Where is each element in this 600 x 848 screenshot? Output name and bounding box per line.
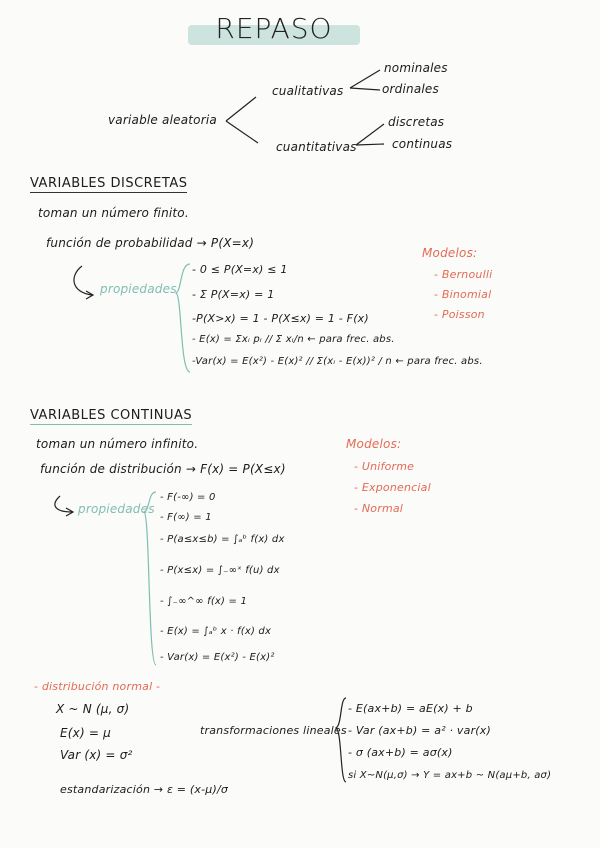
- discretas-prop-4: - E(x) = Σxᵢ pᵢ // Σ xᵢ/n ← para frec. abs.: [192, 334, 395, 345]
- tree-nominales: nominales: [384, 61, 448, 75]
- transform-label: transformaciones lineales: [200, 724, 347, 737]
- discretas-prop-1: - 0 ≤ P(X=x) ≤ 1: [192, 263, 288, 276]
- tree-root: variable aleatoria: [108, 113, 217, 127]
- discretas-prop-5: -Var(x) = E(x²) - E(x)² // Σ(xᵢ - E(x))² / n ← para frec. abs.: [192, 356, 483, 367]
- continuas-prop-2: - F(∞) = 1: [160, 512, 212, 523]
- normal-line-3: Var (x) = σ²: [60, 748, 133, 762]
- discretas-prop-2: - Σ P(X=x) = 1: [192, 288, 275, 301]
- tree-ordinales: ordinales: [382, 82, 439, 96]
- page-title: REPASO: [215, 12, 333, 45]
- discretas-model-3: - Poisson: [434, 308, 485, 321]
- continuas-prop-label: propiedades: [78, 502, 155, 516]
- discretas-model-2: - Binomial: [434, 288, 492, 301]
- continuas-prop-5: - ∫₋∞^∞ f(x) = 1: [160, 596, 248, 607]
- discretas-prop-3: -P(X>x) = 1 - P(X≤x) = 1 - F(x): [192, 312, 369, 325]
- continuas-prop-6: - E(x) = ∫ₐᵇ x · f(x) dx: [160, 626, 272, 637]
- continuas-line2: función de distribución → F(x) = P(X≤x): [40, 462, 286, 476]
- continuas-prop-3: - P(a≤x≤b) = ∫ₐᵇ f(x) dx: [160, 534, 285, 545]
- continuas-prop-7: - Var(x) = E(x²) - E(x)²: [160, 652, 275, 663]
- discretas-line1: toman un número finito.: [38, 206, 189, 220]
- normal-line-2: E(x) = μ: [60, 726, 111, 740]
- transform-4: si X~N(μ,σ) → Y = ax+b ~ N(aμ+b, aσ): [348, 770, 552, 781]
- discretas-prop-label: propiedades: [100, 282, 177, 296]
- continuas-model-3: - Normal: [354, 502, 404, 515]
- tree-continuas: continuas: [392, 137, 453, 151]
- continuas-line1: toman un número infinito.: [36, 437, 199, 451]
- continuas-model-2: - Exponencial: [354, 481, 431, 494]
- section-heading-discretas: VARIABLES DISCRETAS: [30, 176, 188, 191]
- normal-heading: - distribución normal -: [34, 680, 161, 693]
- transform-3: - σ (ax+b) = aσ(x): [348, 746, 453, 759]
- tree-cuantitativas: cuantitativas: [276, 140, 357, 154]
- transform-2: - Var (ax+b) = a² · var(x): [348, 724, 491, 737]
- normal-line-1: X ~ N (μ, σ): [56, 702, 130, 716]
- transform-1: - E(ax+b) = aE(x) + b: [348, 702, 473, 715]
- continuas-model-1: - Uniforme: [354, 460, 415, 473]
- section-heading-continuas: VARIABLES CONTINUAS: [30, 408, 193, 423]
- tree-discretas: discretas: [388, 115, 445, 129]
- discretas-model-1: - Bernoulli: [434, 268, 493, 281]
- discretas-line2: función de probabilidad → P(X=x): [46, 236, 255, 250]
- continuas-prop-1: - F(-∞) = 0: [160, 492, 216, 503]
- discretas-models-title: Modelos:: [422, 246, 478, 260]
- normal-standardization: estandarización → ε = (x-μ)/σ: [60, 783, 229, 796]
- tree-cualitativas: cualitativas: [272, 84, 344, 98]
- continuas-models-title: Modelos:: [346, 437, 402, 451]
- continuas-prop-4: - P(x≤x) = ∫₋∞ˣ f(u) dx: [160, 565, 280, 576]
